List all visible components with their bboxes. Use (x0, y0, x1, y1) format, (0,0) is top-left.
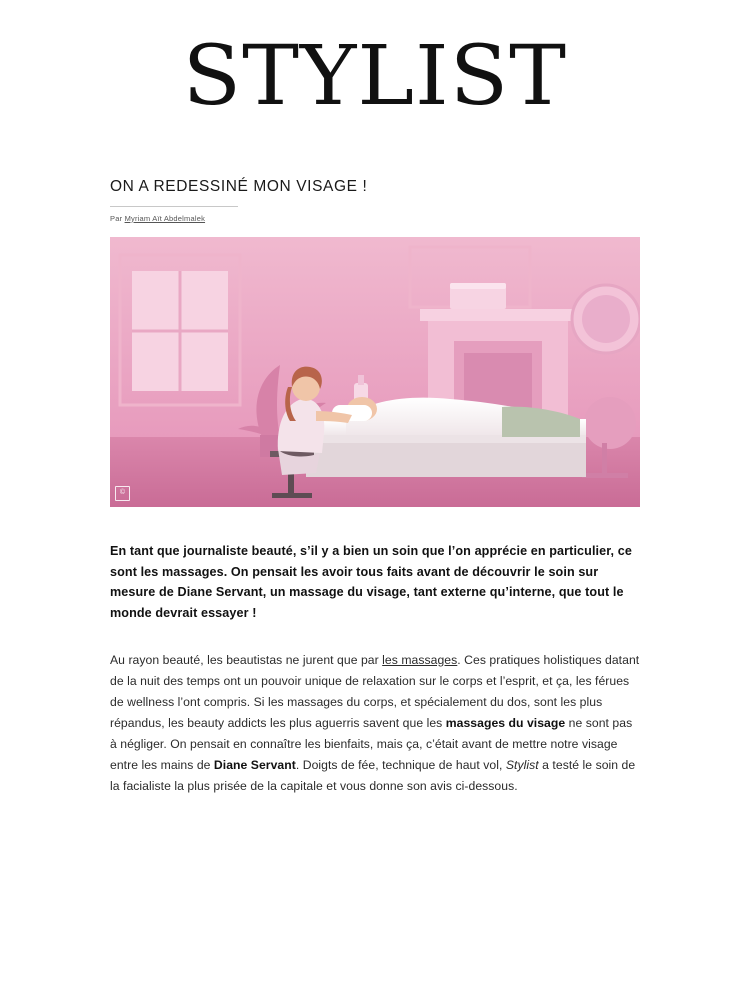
page-title: ON A REDESSINÉ MON VISAGE ! (110, 177, 368, 195)
article-container (110, 116, 640, 797)
body-text-4: . Doigts de fée, technique de haut vol, (295, 757, 506, 772)
body-bold-diane-servant: Diane Servant (213, 757, 296, 772)
body-text-5: a testé le soin de la facialiste la plus prisée de la capitale et vous donne son avis ci-dessous. (110, 757, 636, 793)
byline-author-link[interactable]: Myriam Aït Abdelmalek (124, 213, 206, 223)
body-bold-massages-visage: massages du visage (445, 715, 566, 730)
byline (110, 214, 640, 223)
article-body-paragraph (110, 650, 640, 797)
byline-divider (110, 206, 238, 207)
byline-prefix: Par (110, 213, 125, 223)
body-text-2: . Ces pratiques holistiques datant de la nuit des temps ont un pouvoir unique de relaxation sur le corps et l’esprit, et ça, les férues de wellness l’ont compris. Si les massages du corps, et spécialement du dos, sont les plus répandus, les beauty addicts les plus aguerris savent que les (110, 652, 640, 730)
masthead-logo[interactable]: STYLIST (182, 29, 568, 124)
massages-link[interactable]: les massages (382, 652, 458, 667)
body-italic-stylist: Stylist (505, 757, 539, 772)
copyright-icon: © (115, 486, 130, 501)
hero-image (110, 237, 640, 507)
masthead (0, 0, 750, 124)
body-text-3: ne sont pas à négliger. On pensait en connaître les bienfaits, mais ça, c’était avant de mettre notre visage entre les mains de (110, 715, 633, 772)
hero-illustration (110, 237, 640, 507)
article-standfirst: En tant que journaliste beauté, s’il y a bien un soin que l’on apprécie en particulier, ce sont les massages. On pensait les avoir tous faits avant de découvrir le soin sur mesure de Diane Servant, un massage du visage, tant externe qu’interne, que tout le monde devrait essayer ! (110, 543, 632, 621)
body-text-1: Au rayon beauté, les beautistas ne jurent que par (110, 652, 383, 667)
